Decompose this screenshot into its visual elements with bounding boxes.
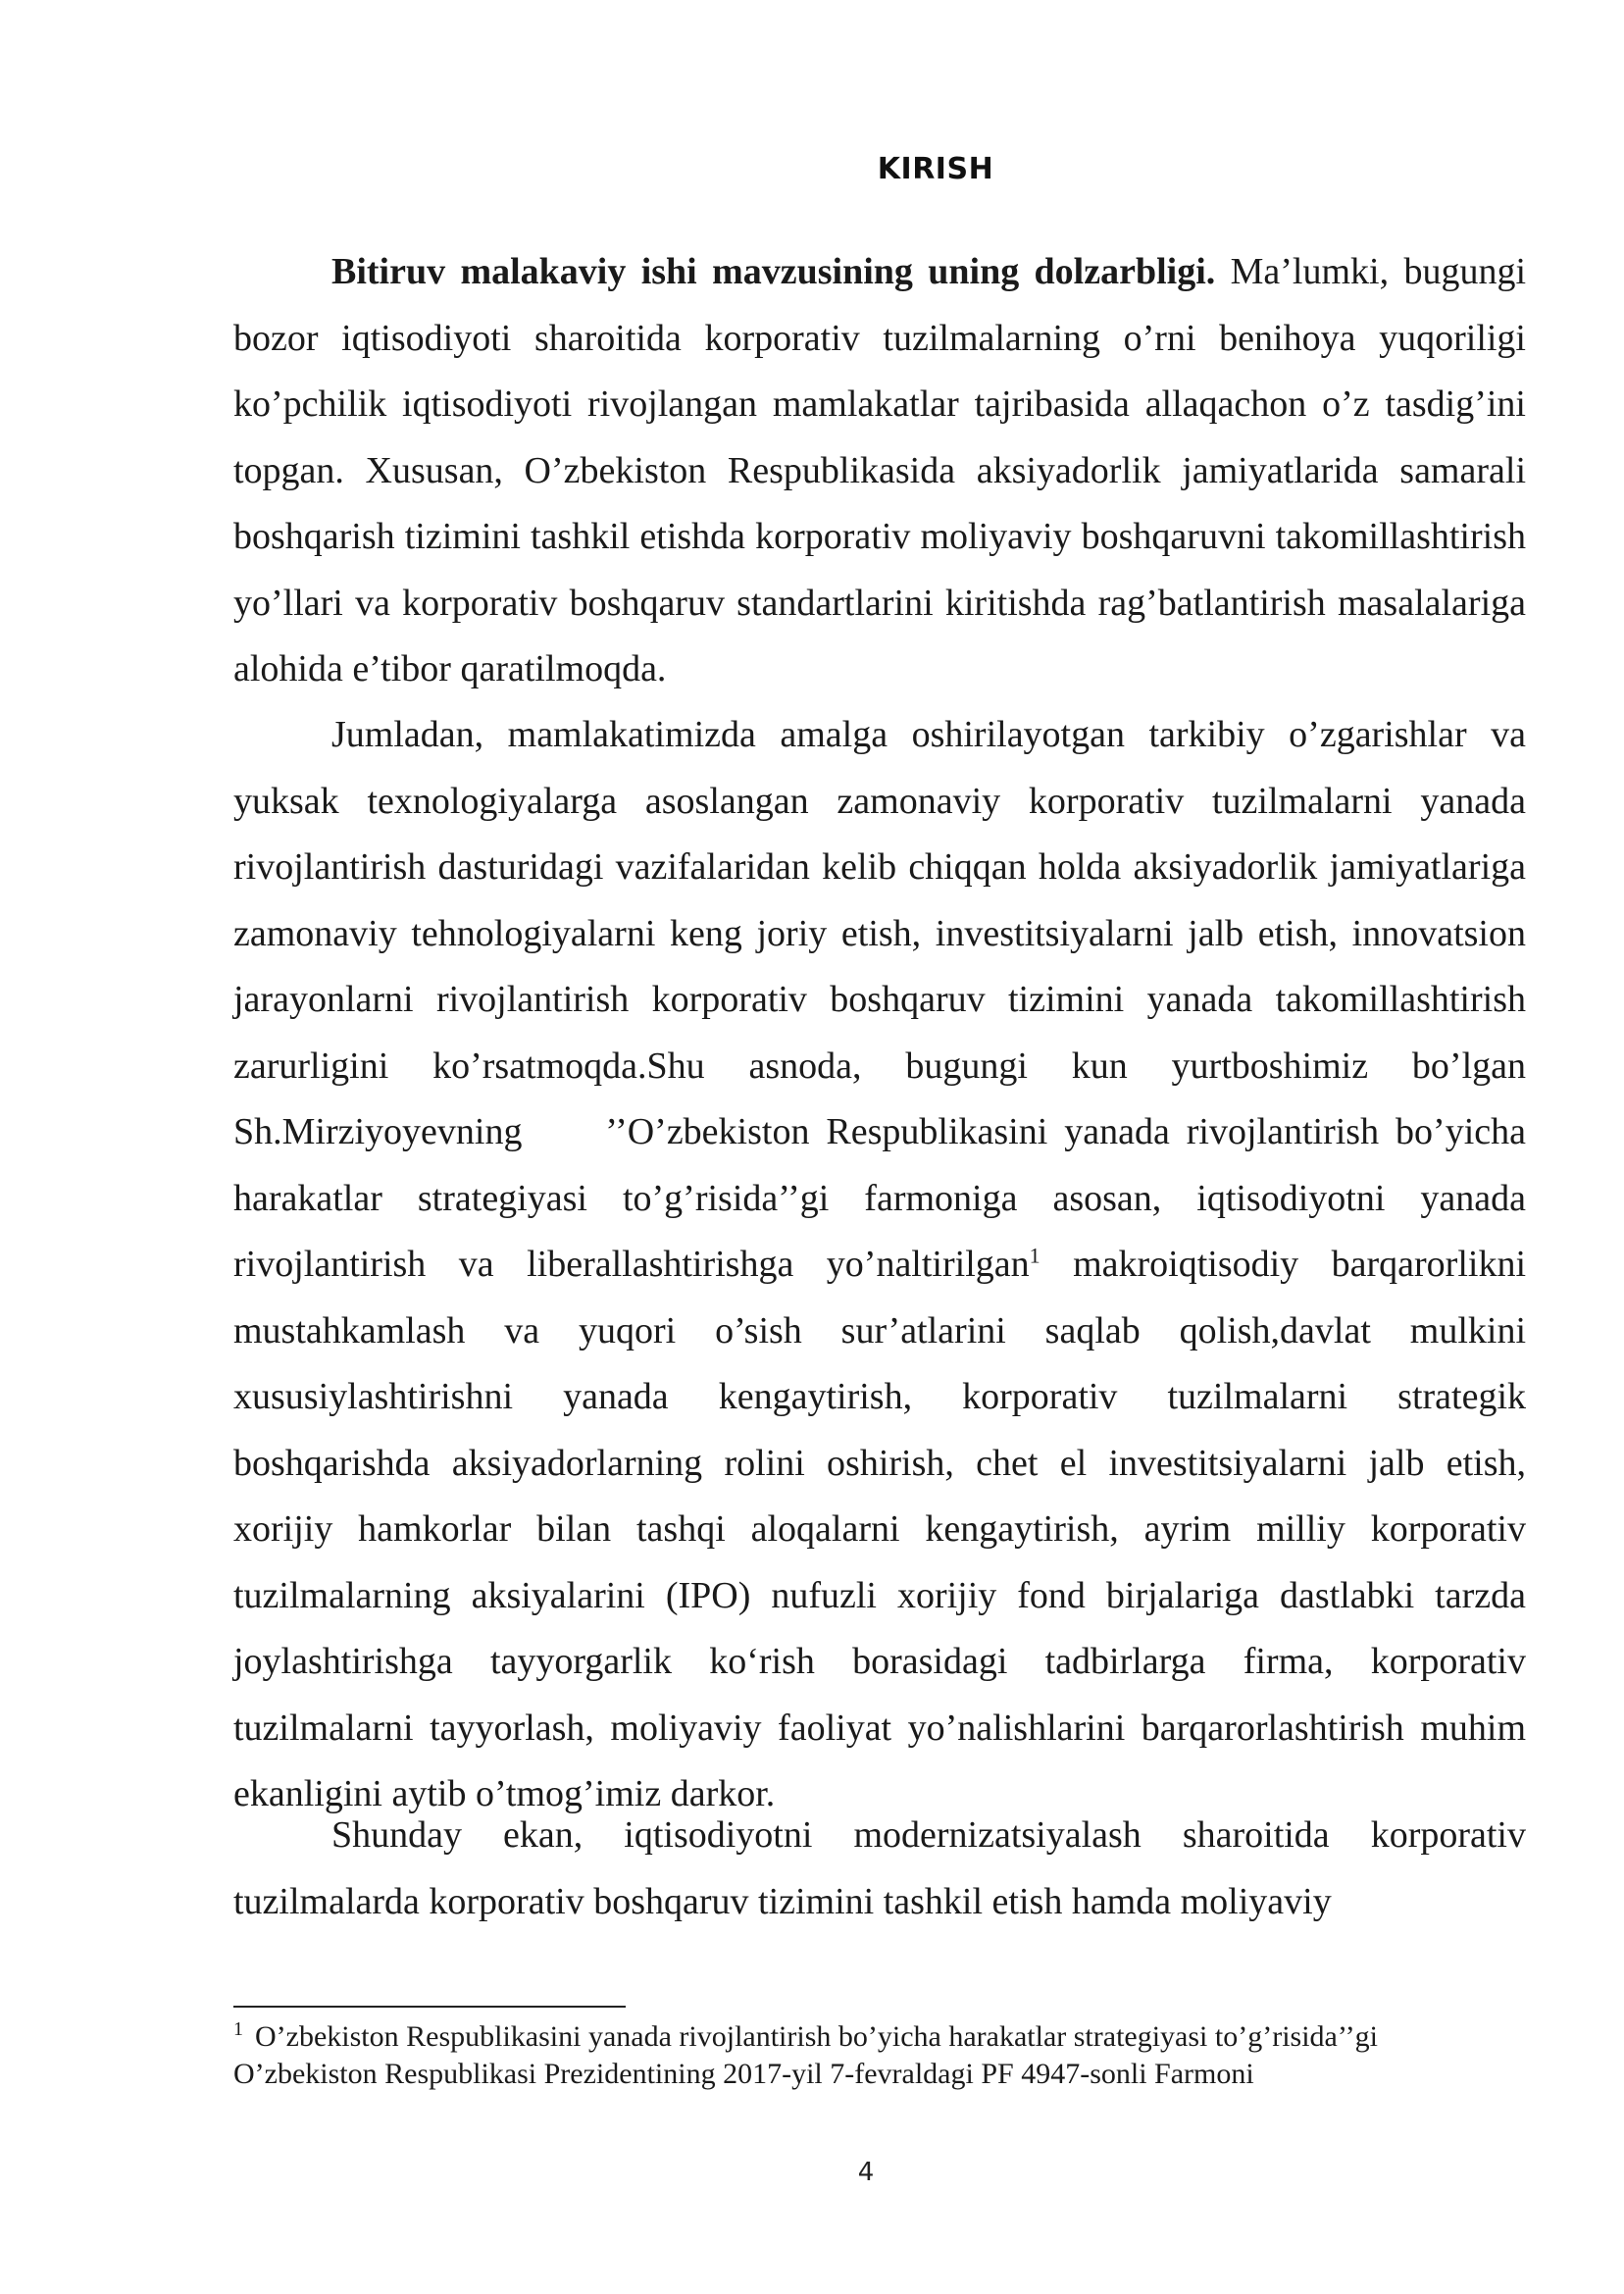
paragraph-1-text: Ma’lumki, bugungi bozor iqtisodiyoti sharoitida korporativ tuzilmalarning o’rni benihoya yuqoriligi ko’pchilik iqtisodiyoti rivojlangan mamlakatlar tajribasida allaqachon o’z tasdig’ini topgan. Xususan, O’zbekiston Respublikasida aksiyadorlik jamiyatlarida samarali boshqarish tizimini tashkil etishda korporativ moliyaviy boshqaruvni takomillashtirish yo’llari va korporativ boshqaruv standartlarini kiritishda rag’batlantirish masalalariga alohida e’tibor qaratilmoqda. bbox=[233, 251, 1526, 689]
paragraph-2 bbox=[233, 702, 1526, 1828]
paragraph-block-3 bbox=[233, 1803, 1526, 1935]
footnote-reference[interactable]: 1 bbox=[1029, 1243, 1040, 1268]
paragraph-3 bbox=[233, 1803, 1526, 1935]
footnote bbox=[233, 2018, 1508, 2093]
paragraph-intro bbox=[233, 239, 1526, 703]
paragraph-block-2 bbox=[233, 702, 1526, 1828]
paragraph-1 bbox=[233, 239, 1526, 703]
paragraph-2-text-after: makroiqtisodiy barqarorlikni mustahkamlash va yuqori o’sish sur’atlarini saqlab qolish,davlat mulkini xususiylashtirishni yanada kengaytirish, korporativ tuzilmalarni strategik boshqarishda aksiyadorlarning rolini oshirish, chet el investitsiyalarni jalb etish, xorijiy hamkorlar bilan tashqi aloqalarni kengaytirish, ayrim milliy korporativ tuzilmalarning aksiyalarini (IPO) nufuzli xorijiy fond birjalariga dastlabki tarzda joylashtirishga tayyorgarlik ko‘rish borasidagi tadbirlarga firma, korporativ tuzilmalarni tayyorlash, moliyaviy faoliyat yo’nalishlarini barqarorlashtirish muhim ekanligini aytib o’tmog’imiz darkor. bbox=[233, 1244, 1526, 1814]
footnote-separator bbox=[233, 2006, 626, 2008]
page-number: 4 bbox=[857, 2158, 875, 2187]
paragraph-lead: Bitiruv malakaviy ishi mavzusining uning dolzarbligi. bbox=[331, 251, 1216, 292]
footnote-text: O’zbekiston Respublikasini yanada rivojlantirish bo’yicha harakatlar strategiyasi to’g’risida’’gi O’zbekiston Respublikasi Prezidentining 2017-yil 7-fevraldagi PF 4947-sonli Farmoni bbox=[233, 2020, 1378, 2090]
page-heading: KIRISH bbox=[877, 152, 994, 186]
paragraph-3-text: Shunday ekan, iqtisodiyotni modernizatsiyalash sharoitida korporativ tuzilmalarda korporativ boshqaruv tizimini tashkil etish hamda moliyaviy bbox=[233, 1814, 1526, 1922]
paragraph-2-text-before: Jumladan, mamlakatimizda amalga oshirilayotgan tarkibiy o’zgarishlar va yuksak texnologiyalarga asoslangan zamonaviy korporativ tuzilmalarni yanada rivojlantirish dasturidagi vazifalaridan kelib chiqqan holda aksiyadorlik jamiyatlariga zamonaviy tehnologiyalarni keng joriy etish, investitsiyalarni jalb etish, innovatsion jarayonlarni rivojlantirish korporativ boshqaruv tizimini yanada takomillashtirish zarurligini ko’rsatmoqda.Shu asnoda, bugungi kun yurtboshimiz bo’lgan Sh.Mirziyoyevning ’’O’zbekiston Respublikasini yanada rivojlantirish bo’yicha harakatlar strategiyasi to’g’risida’’gi farmoniga asosan, iqtisodiyotni yanada rivojlantirish va liberallashtirishga yo’naltirilgan bbox=[233, 714, 1526, 1285]
footnote-number: 1 bbox=[233, 2018, 243, 2040]
